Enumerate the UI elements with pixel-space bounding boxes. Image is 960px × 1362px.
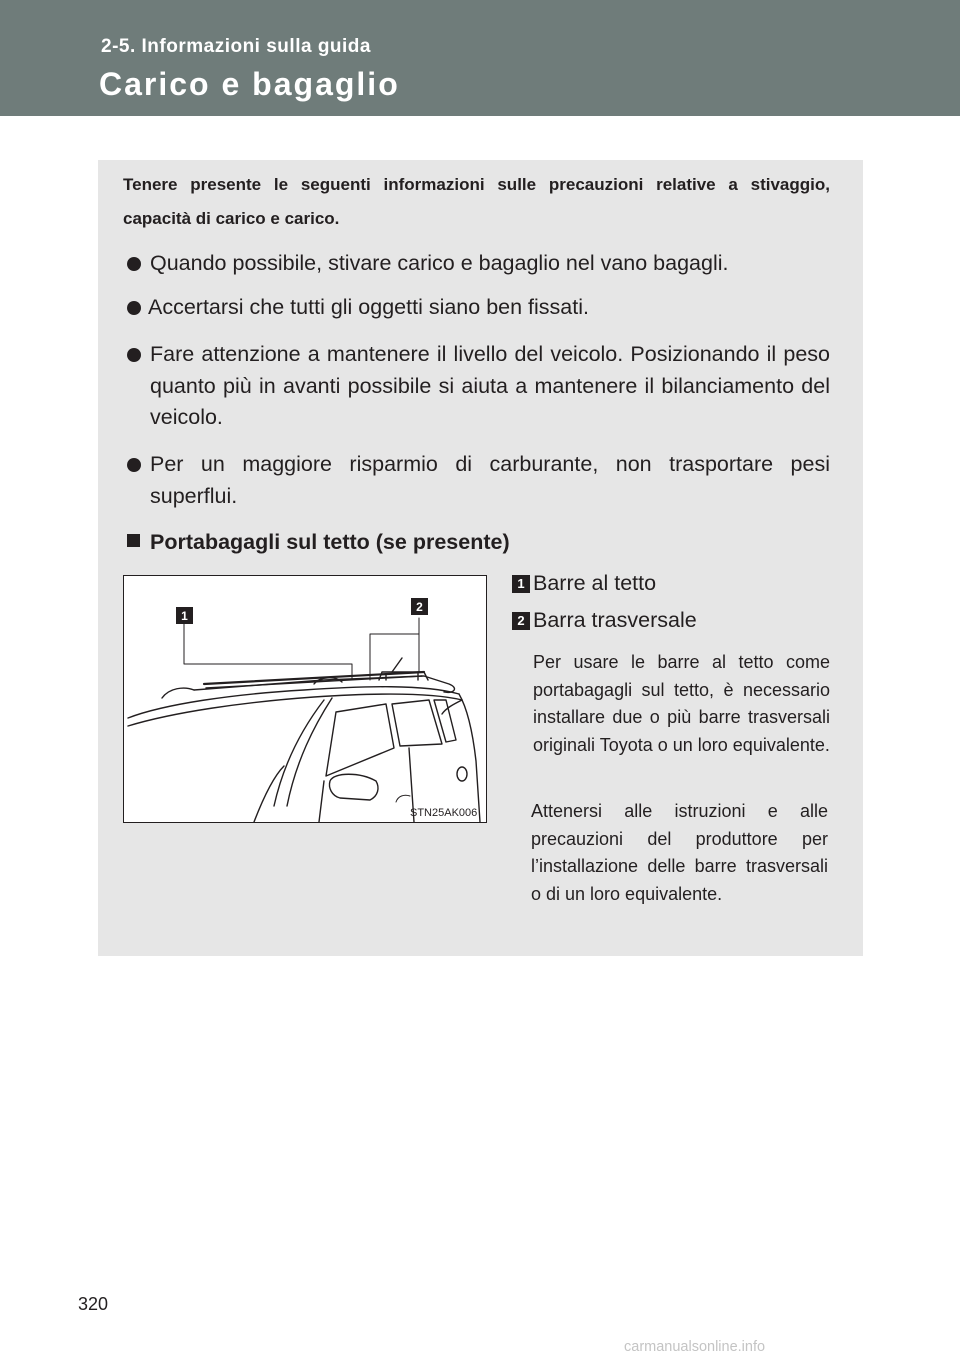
watermark-footer: carmanualsonline.info — [624, 1339, 766, 1355]
subheading — [123, 527, 510, 558]
legend-label: Barra trasversale — [533, 608, 697, 632]
bullet-text: Fare attenzione a mantenere il livello del veicolo. Posizionando il peso quanto più in avanti possibile si aiuta a mantenere il bilanciamento del veicolo. — [150, 342, 830, 429]
legend-item-2 — [512, 606, 697, 634]
bullet-text: Quando possibile, stivare carico e bagaglio nel vano bagagli. — [150, 251, 729, 275]
square-bullet-icon — [127, 534, 140, 547]
legend-item-1 — [512, 569, 656, 597]
bullet-item — [123, 248, 830, 280]
note-paragraph: Per usare le barre al tetto come portabagagli sul tetto, è necessario installare due o più barre trasversali originali Toyota o un loro equivalente. — [533, 652, 830, 755]
bullet-item — [123, 449, 830, 512]
subheading-text: Portabagagli sul tetto (se presente) — [150, 530, 510, 554]
page-header — [0, 0, 960, 116]
callout-2-label: 2 — [416, 600, 423, 614]
bullet-text: Per un maggiore risparmio di carburante, non trasportare pesi superflui. — [150, 452, 830, 508]
bullet-dot-icon — [127, 257, 141, 271]
section-label: 2-5. Informazioni sulla guida — [101, 36, 371, 57]
intro-text: Tenere presente le seguenti informazioni sulle precauzioni relative a stivaggio, capacità di carico e carico. — [123, 175, 830, 228]
legend-label: Barre al tetto — [533, 571, 657, 595]
legend-number-badge: 2 — [512, 612, 530, 630]
roof-rack-illustration — [123, 575, 487, 823]
bullet-dot-icon — [127, 348, 141, 362]
callout-1-label: 1 — [181, 609, 188, 623]
bullet-dot-icon — [127, 301, 141, 315]
bullet-item — [123, 292, 830, 324]
bullet-dot-icon — [127, 458, 141, 472]
note-paragraph: Attenersi alle istruzioni e alle precauzioni del produttore per l’installazione delle barre trasversali o di un loro equivalente. — [531, 801, 828, 904]
legend-number-badge: 1 — [512, 575, 530, 593]
page-number: 320 — [78, 1294, 109, 1314]
figure-code: STN25AK006 — [410, 807, 478, 819]
page-title: Carico e bagaglio — [99, 66, 400, 102]
car-roof-drawing — [124, 576, 486, 822]
bullet-item — [123, 339, 830, 434]
bullet-text: Accertarsi che tutti gli oggetti siano ben fissati. — [148, 295, 589, 319]
